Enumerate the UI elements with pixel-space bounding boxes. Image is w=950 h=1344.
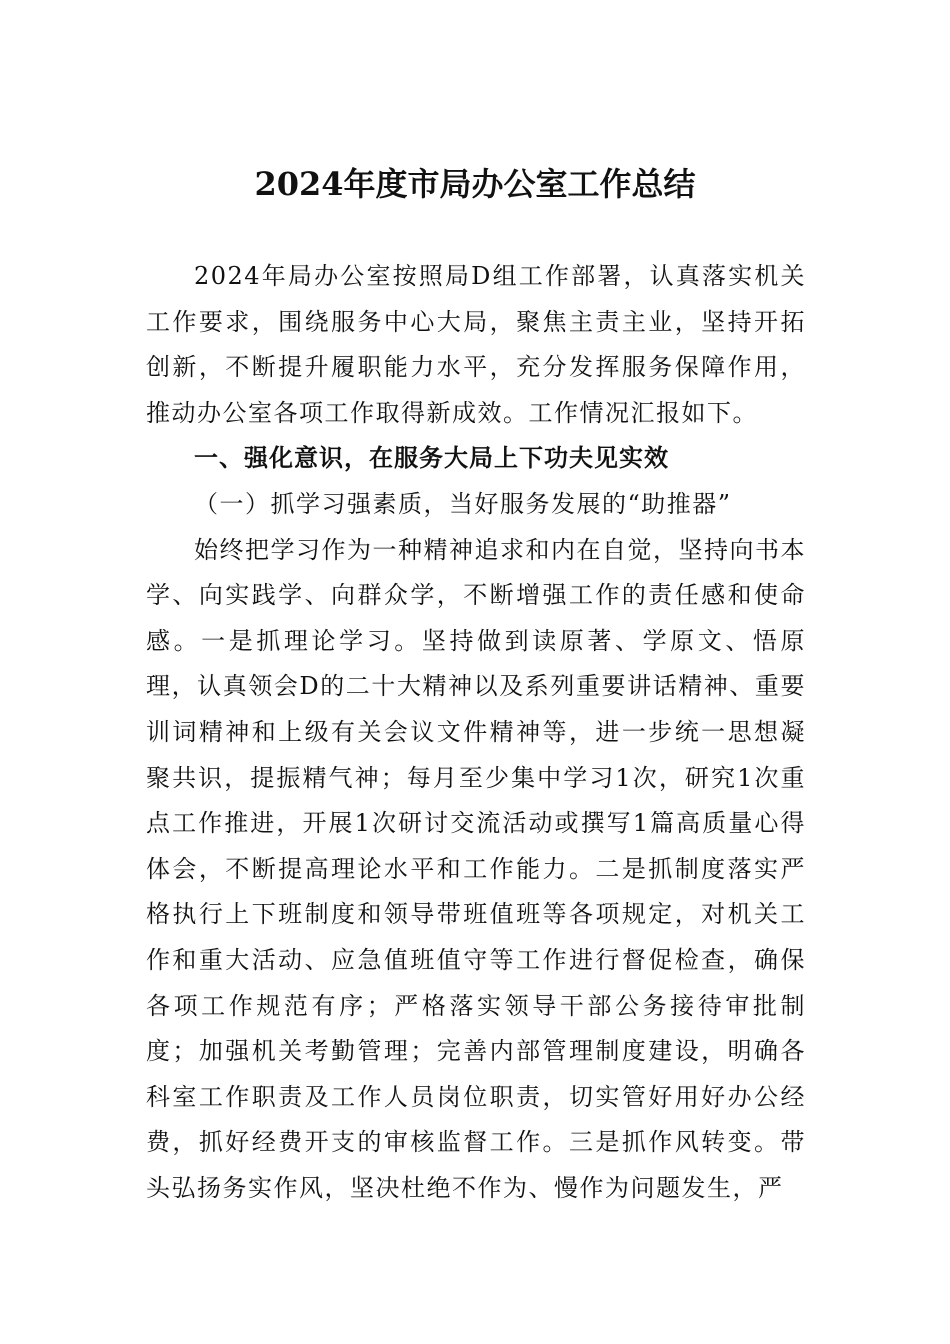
subsection-1-paragraph: 始终把学习作为一种精神追求和内在自觉，坚持向书本学、向实践学、向群众学，不断增强工作的责任感和使命感。一是抓理论学习。坚持做到读原著、学原文、悟原理，认真领会D的二十大精神以及系列重要讲话精神、重要训词精神和上级有关会议文件精神等，进一步统一思想凝聚共识，提振精气神；每月至少集中学习1次，研究1次重点工作推进，开展1次研讨交流活动或撰写1篇高质量心得体会，不断提高理论水平和工作能力。二是抓制度落实严格执行上下班制度和领导带班值班等各项规定，对机关工作和重大活动、应急值班值守等工作进行督促检查，确保各项工作规范有序；严格落实领导干部公务接待审批制度；加强机关考勤管理；完善内部管理制度建设，明确各科室工作职责及工作人员岗位职责，切实管好用好办公经费，抓好经费开支的审核监督工作。三是抓作风转变。带头弘扬务实作风，坚决杜绝不作为、慢作为问题发生，严 xyxy=(146,535,806,1202)
document-title: 2024年度市局办公室工作总结 xyxy=(254,165,696,203)
document-body xyxy=(146,254,806,1211)
subsection-heading-1: （一）抓学习强素质，当好服务发展的“助推器” xyxy=(194,489,732,518)
intro-paragraph: 2024年局办公室按照局D组工作部署，认真落实机关工作要求，围绕服务中心大局，聚焦主责主业，坚持开拓创新，不断提升履职能力水平，充分发挥服务保障作用，推动办公室各项工作取得新成效。工作情况汇报如下。 xyxy=(146,262,806,427)
section-heading-1: 一、强化意识，在服务大局上下功夫见实效 xyxy=(194,444,669,473)
